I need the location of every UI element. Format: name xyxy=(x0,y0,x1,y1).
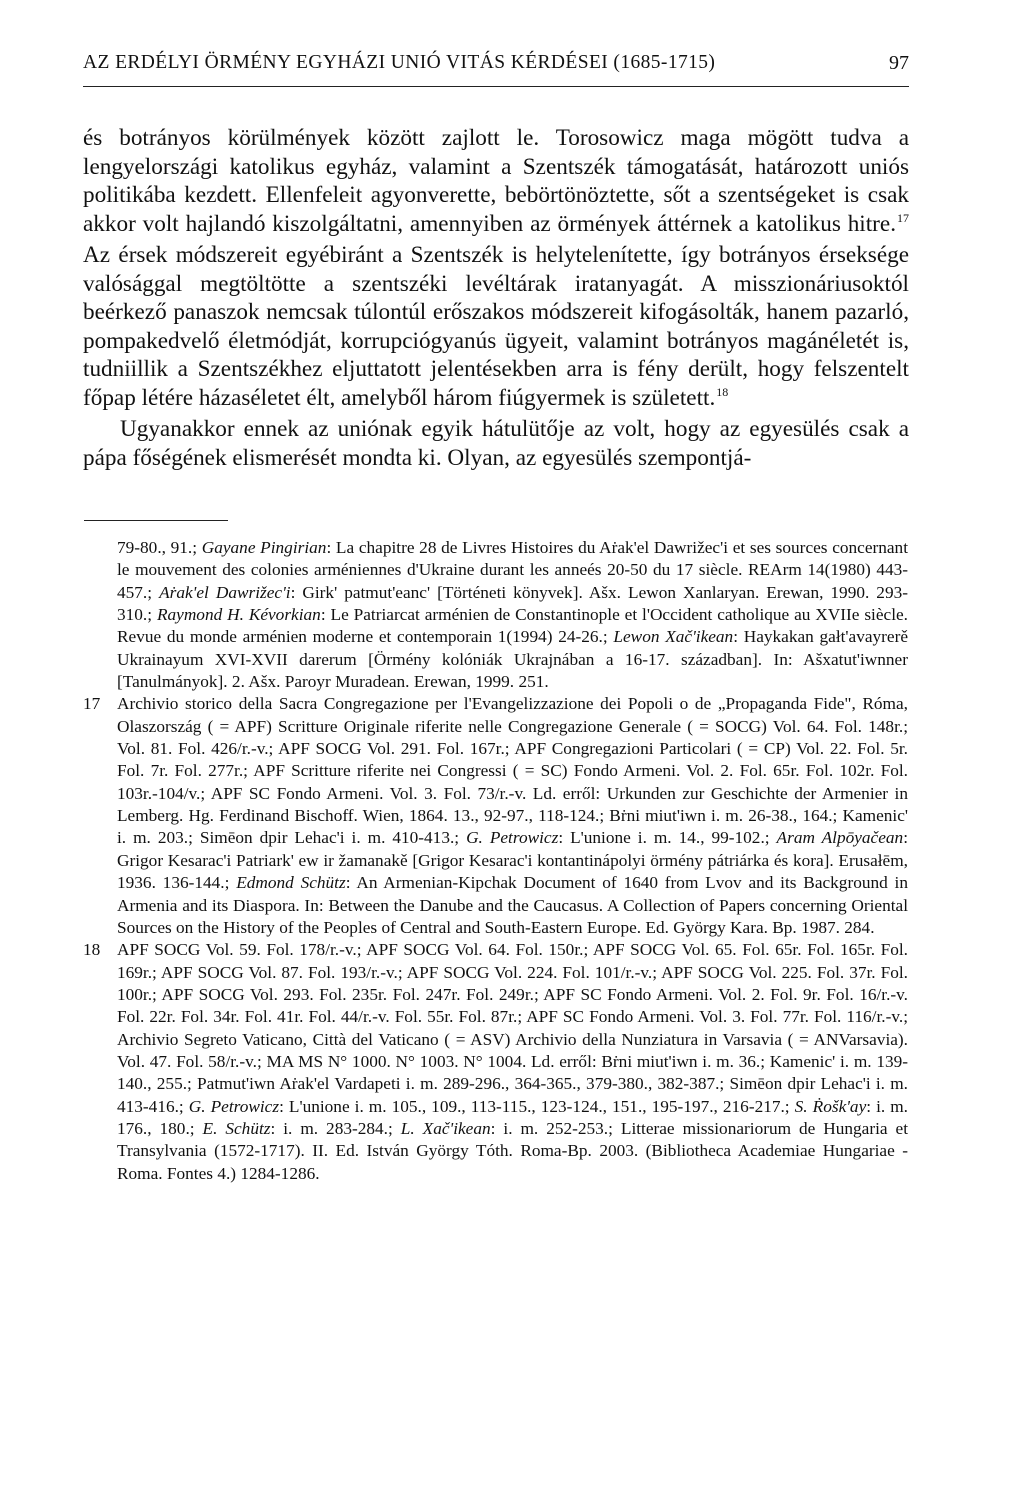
footnote-ref-18: 18 xyxy=(716,384,729,399)
paragraph-1 xyxy=(83,124,909,415)
running-title: AZ ERDÉLYI ÖRMÉNY EGYHÁZI UNIÓ VITÁS KÉRDÉSEI (1685-1715) xyxy=(83,52,716,73)
footnote-ref-17: 17 xyxy=(897,210,909,225)
main-text xyxy=(83,124,909,472)
footnote-separator xyxy=(84,520,228,521)
footnote-17: 17 Archivio storico della Sacra Congregazione per l'Evangelizzazione dei Popoli o de „Propaganda Fide", Róma, Olaszország ( = APF) Scritture Originale riferite nelle Congregazione Generale ( = SOCG) Vol. 64. Fol. 148r.; Vol. 81. Fol. 426/r.-v.; APF SOCG Vol. 291. Fol. 167r.; APF Congregazioni Particolari ( = CP) Vol. 22. Fol. 5r. Fol. 7r. Fol. 277r.; APF Scritture riferite nei Congressi ( = SC) Fondo Armeni. Vol. 2. Fol. 65r. Fol. 102r. Fol. 103r.-104/v.; APF SC Fondo Armeni. Vol. 3. Fol. 73/r.-v. Ld. erről: Urkunden zur Geschichte der Armenier in Lemberg. Hg. Ferdinand Bischoff. Wien, 1864. 13., 92-97., 118-124.; Bṙni miut'iwn i. m. 26-38., 164.; Kamenic' i. m. 203.; Simēon dpir Lehac'i i. m. 410-413.; G. Petrowicz: L'unione i. m. 14., 99-102.; Aram Alpōyačean: Grigor Kesarac'i Patriark' ew ir žamanakě [Grigor Kesarac'i kontantinápolyi örmény pátriárka és kora]. Erusałēm, 1936. 136-144.; Edmond Schütz: An Armenian-Kipchak Document of 1640 from Lvov and its Background in Armenia and its Diaspora. In: Between the Danube and the Caucasus. A Collection of Papers concerning Oriental Sources on the History of the Peoples of Central and South-Eastern Europe. Ed. György Kara. Bp. 1987. 284. xyxy=(83,694,908,937)
paragraph-1-part-a: és botrányos körülmények között zajlott le. Torosowicz maga mögött tudva a lengyelországi katolikus egyház, valamint a Szentszék támogatását, határozott uniós politikába kezdett. Ellenfeleit agyonverette, bebörtönöztette, sőt a szentségeket is csak akkor volt hajlandó kiszolgáltatni, amennyiben az örmények áttérnek a katolikus hitre. xyxy=(83,125,909,237)
page-number: 97 xyxy=(889,52,909,74)
paragraph-2: Ugyanakkor ennek az uniónak egyik hátulütője az volt, hogy az egyesülés csak a pápa főségének elismerését mondta ki. Olyan, az egyesülés szempontjá- xyxy=(83,416,909,471)
running-header xyxy=(83,52,909,87)
footnote-18-number: 18 xyxy=(83,940,101,960)
footnotes xyxy=(83,537,908,1185)
paragraph-1-part-b: Az érsek módszereit egyébiránt a Szentszék is helytelenítette, így botrányos érseksége valósággal megtöltötte a szentszéki levéltárak iratanyagát. A misszionáriusoktól beérkező panaszok nemcsak túlontúl erőszakos módszereit kifogásolták, hanem pazarló, pompakedvelő életmódját, korrupciógyanús ügyeit, valamint botrányos magánéletét is, tudniillik a Szentszékhez eljuttatott jelentésekben arra is fény derült, hogy felszentelt főpap létére házaséletet élt, amelyből három fiúgyermek is született. xyxy=(83,242,909,411)
footnote-17-number: 17 xyxy=(83,694,101,714)
footnote-18: 18 APF SOCG Vol. 59. Fol. 178/r.-v.; APF SOCG Vol. 64. Fol. 150r.; APF SOCG Vol. 65. Fol. 65r. Fol. 165r. Fol. 169r.; APF SOCG Vol. 87. Fol. 193/r.-v.; APF SOCG Vol. 224. Fol. 101/r.-v.; APF SOCG Vol. 225. Fol. 37r. Fol. 100r.; APF SOCG Vol. 293. Fol. 235r. Fol. 247r. Fol. 249r.; APF SC Fondo Armeni. Vol. 2. Fol. 9r. Fol. 16/r.-v. Fol. 22r. Fol. 34r. Fol. 41r. Fol. 44/r.-v. Fol. 55r. Fol. 87r.; APF SC Fondo Armeni. Vol. 3. Fol. 77r. Fol. 116/r.-v.; Archivio Segreto Vaticano, Città del Vaticano ( = ASV) Archivio della Nunziatura in Varsavia ( = ANVarsavia). Vol. 47. Fol. 58/r.-v.; MA MS N° 1000. N° 1003. N° 1004. Ld. erről: Bṙni miut'iwn i. m. 36.; Kamenic' i. m. 139-140., 255.; Patmut'iwn Aṙak'el Vardapeti i. m. 289-296., 364-365., 379-380., 382-387.; Simēon dpir Lehac'i i. m. 413-416.; G. Petrowicz: L'unione i. m. 105., 109., 113-115., 123-124., 151., 195-197., 216-217.; S. Ṙošk'ay: i. m. 176., 180.; E. Schütz: i. m. 283-284.; L. Xač'ikean: i. m. 252-253.; Litterae missionariorum de Hungaria et Transylvania (1572-1717). II. Ed. István György Tóth. Roma-Bp. 2003. (Bibliotheca Academiae Hungariae - Roma. Fontes 4.) 1284-1286. xyxy=(83,940,909,1183)
footnote-16-continuation: 79-80., 91.; Gayane Pingirian: La chapitre 28 de Livres Histoires du Aṙak'el Dawrižec'i et ses sources concernant le mouvement des colonies arméniennes d'Ukraine durant les anneés 20-50 du 17 siècle. REArm 14(1980) 443-457.; Aṙak'el Dawrižec'i: Girk' patmut'eanc' [Történeti könyvek]. Ašx. Lewon Xanlaryan. Erewan, 1990. 293-310.; Raymond H. Kévorkian: Le Patriarcat arménien de Constantinople et l'Occident catholique au XVIIe siècle. Revue du monde arménien moderne et contemporain 1(1994) 24-26.; Lewon Xač'ikean: Haykakan gałt'avayrerě Ukrainayum XVI-XVII darerum [Örmény kolóniák Ukrajnában a 16-17. században]. In: Ašxatut'iwnner [Tanulmányok]. 2. Ašx. Paroyr Muradean. Erewan, 1999. 251. xyxy=(117,538,909,692)
